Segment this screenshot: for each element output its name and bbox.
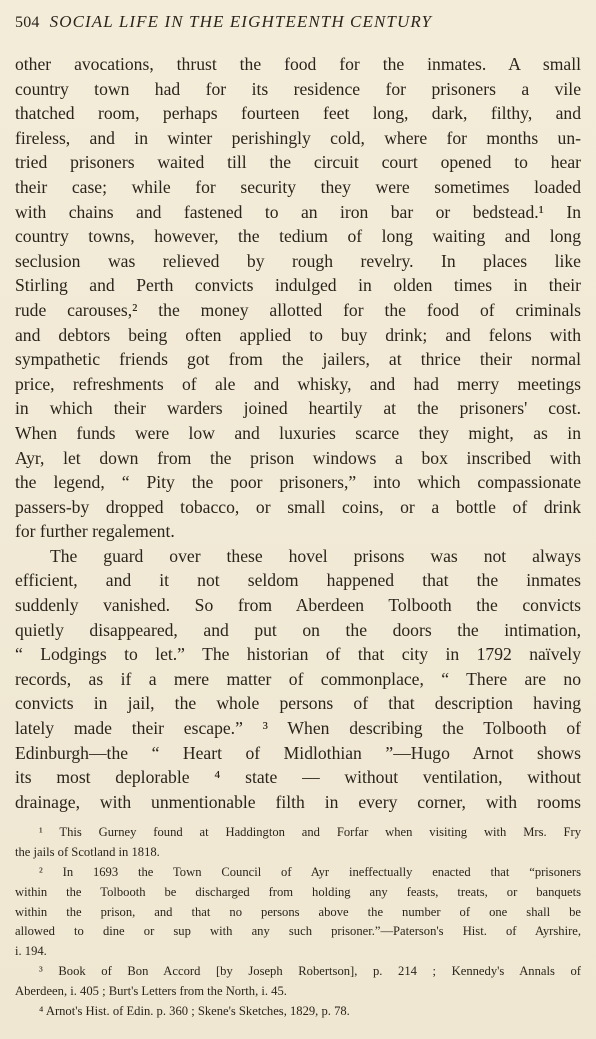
- paragraph-end-line: for further regalement.: [15, 521, 175, 542]
- footnote-line: within the prison, and that no persons above the number of one shall be: [15, 904, 581, 919]
- footnotes: [15, 823, 581, 1021]
- text-line: drainage, with unmentionable filth in every corner, with rooms: [15, 791, 581, 812]
- text-line: other avocations, thrust the food for the inmates. A small: [15, 54, 581, 74]
- text-line: Stirling and Perth convicts indulged in olden times in their: [15, 275, 581, 296]
- text-line: suddenly vanished. So from Aberdeen Tolbooth the convicts: [15, 595, 581, 616]
- text-line: lately made their escape.” ³ When describing the Tolbooth of: [15, 718, 581, 739]
- text-line: passers-by dropped tobacco, or small coins, or a bottle of drink: [15, 496, 581, 517]
- text-line: Edinburgh—the “ Heart of Midlothian ”—Hugo Arnot shows: [15, 742, 581, 763]
- footnote-line: ⁴ Arnot's Hist. of Edin. p. 360 ; Skene's Sketches, 1829, p. 78.: [39, 1003, 350, 1018]
- text-line: in which their warders joined heartily at the prisoners' cost.: [15, 398, 581, 419]
- footnote-line: ¹ This Gurney found at Haddington and Forfar when visiting with Mrs. Fry: [39, 825, 581, 840]
- text-line: “ Lodgings to let.” The historian of that city in 1792 naïvely: [15, 644, 581, 665]
- footnote-line: ³ Book of Bon Accord [by Joseph Robertson], p. 214 ; Kennedy's Annals of: [39, 963, 581, 978]
- footnote-line: allowed to dine or sup with any such prisoner.”—Paterson's Hist. of Ayrshire,: [15, 924, 581, 939]
- footnote-line: within the Tolbooth be discharged from holding any feasts, treats, or banquets: [15, 884, 581, 899]
- text-line: and debtors being often applied to buy drink; and felons with: [15, 324, 581, 345]
- text-line: country towns, however, the tedium of long waiting and long: [15, 226, 581, 247]
- text-line: the legend, “ Pity the poor prisoners,” into which compassionate: [15, 472, 581, 493]
- footnote-line: the jails of Scotland in 1818.: [15, 845, 160, 860]
- text-line: tried prisoners waited till the circuit court opened to hear: [15, 152, 581, 173]
- running-title: SOCIAL LIFE IN THE EIGHTEENTH CENTURY: [49, 12, 433, 31]
- footnote-line: i. 194.: [15, 944, 47, 959]
- text-line: country town had for its residence for prisoners a vile: [15, 78, 581, 99]
- text-line: price, refreshments of ale and whisky, and had merry meetings: [15, 373, 581, 394]
- text-line: Ayr, let down from the prison windows a box inscribed with: [15, 447, 581, 468]
- footnote-line: ² In 1693 the Town Council of Ayr ineffectually enacted that “prisoners: [39, 865, 581, 879]
- text-line: rude carouses,² the money allotted for the food of criminals: [15, 299, 581, 320]
- text-line: its most deplorable ⁴ state — without ventilation, without: [15, 767, 581, 788]
- footnote-line: Aberdeen, i. 405 ; Burt's Letters from the North, i. 45.: [15, 983, 287, 998]
- text-line: seclusion was relieved by rough revelry. In places like: [15, 250, 581, 271]
- text-line: When funds were low and luxuries scarce they might, as in: [15, 422, 581, 443]
- text-line: convicts in jail, the whole persons of that description having: [15, 693, 581, 714]
- text-line: thatched room, perhaps fourteen feet long, dark, filthy, and: [15, 103, 581, 124]
- text-line: quietly disappeared, and put on the doors the intimation,: [15, 619, 581, 640]
- page-number: 504: [15, 14, 40, 31]
- text-line: with chains and fastened to an iron bar or bedstead.¹ In: [15, 201, 581, 222]
- main-text: [15, 52, 581, 814]
- paragraph-start-line: The guard over these hovel prisons was not always: [50, 545, 581, 566]
- text-line: their case; while for security they were sometimes loaded: [15, 176, 581, 197]
- page-header: [15, 12, 578, 42]
- text-line: fireless, and in winter perishingly cold, where for months un-: [15, 127, 581, 148]
- text-line: sympathetic friends got from the jailers, at thrice their normal: [15, 349, 581, 370]
- text-line: records, as if a mere matter of commonplace, “ There are no: [15, 668, 581, 689]
- text-line: efficient, and it not seldom happened that the inmates: [15, 570, 581, 591]
